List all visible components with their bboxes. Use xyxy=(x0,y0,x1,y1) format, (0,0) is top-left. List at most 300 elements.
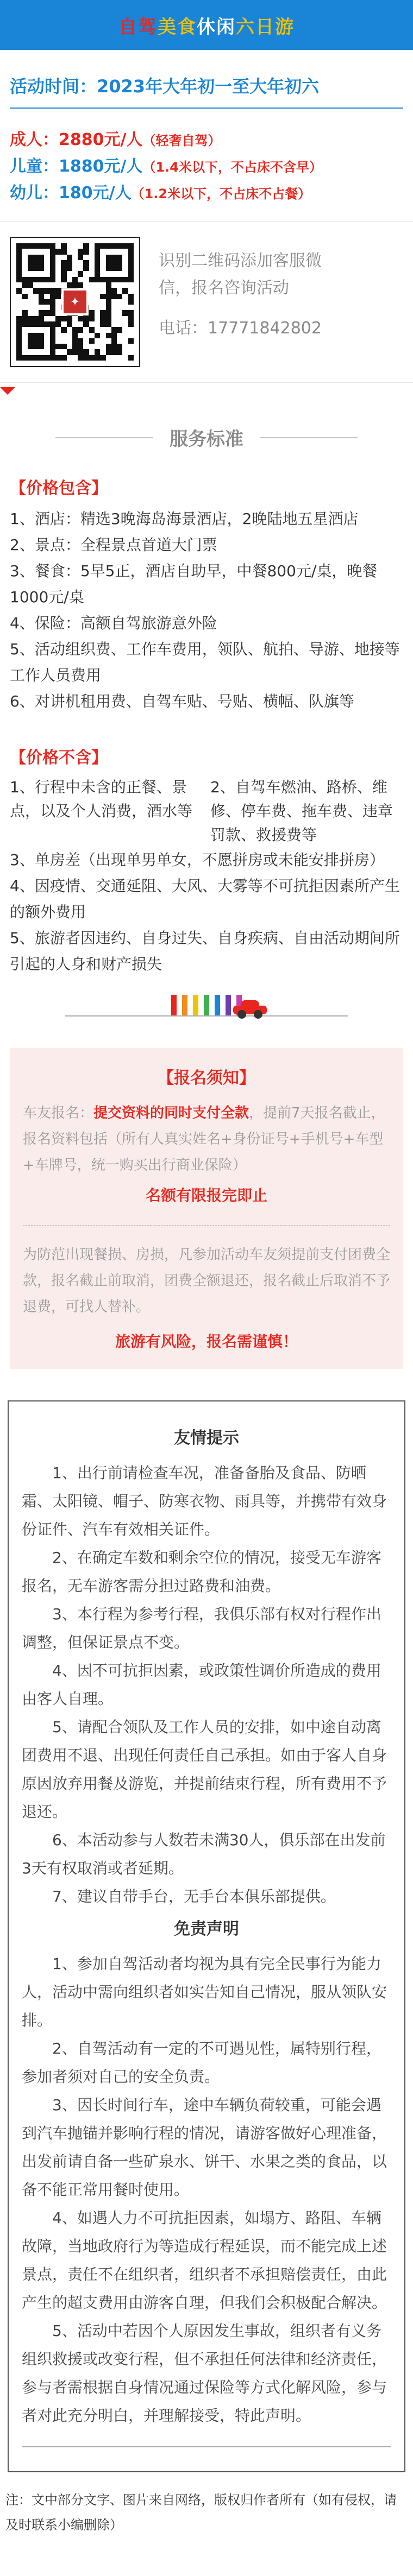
qr-module xyxy=(128,316,134,321)
contact-phone[interactable]: 电话：17771842802 xyxy=(159,319,322,338)
qr-module xyxy=(100,288,105,293)
qr-module xyxy=(16,338,22,344)
qr-module xyxy=(44,299,49,305)
qr-module xyxy=(78,243,83,249)
qr-module xyxy=(33,333,39,338)
qr-module xyxy=(95,299,100,305)
qr-module xyxy=(39,243,44,249)
qr-module xyxy=(117,266,122,271)
qr-module xyxy=(22,338,27,344)
qr-module xyxy=(22,316,27,321)
qr-module xyxy=(39,333,44,338)
qr-module xyxy=(44,305,49,310)
qr-module xyxy=(83,243,89,249)
qr-module xyxy=(50,288,55,293)
qr-module xyxy=(50,349,55,355)
qr-module xyxy=(55,327,61,332)
qr-module xyxy=(22,294,27,299)
qr-module xyxy=(39,321,44,327)
qr-module xyxy=(111,288,117,293)
qr-module xyxy=(50,333,55,338)
list-item: 3、因长时间行车，途中车辆负荷较重，可能会遇到汽车抛锚并影响行程的情况，请游客做好心理准备，出发前请自备一些矿泉水、饼干、水果之类的食品，以备不能正常用餐时使用。 xyxy=(22,2096,387,2199)
qr-module xyxy=(16,294,22,299)
qr-module xyxy=(50,282,55,288)
qr-module xyxy=(83,355,89,361)
qr-module xyxy=(72,338,78,344)
qr-module xyxy=(78,333,83,338)
qr-module xyxy=(33,282,39,288)
qr-module xyxy=(100,299,105,305)
qr-module xyxy=(61,282,66,288)
banner-title-part-3: 休闲 xyxy=(197,16,236,38)
qr-module xyxy=(78,249,83,254)
qr-module xyxy=(83,321,89,327)
qr-module xyxy=(111,277,117,282)
qr-module xyxy=(33,316,39,321)
qr-module xyxy=(83,266,89,271)
qr-module xyxy=(16,271,22,276)
qr-module xyxy=(55,288,61,293)
qr-module xyxy=(122,321,128,327)
qr-module xyxy=(95,305,100,310)
price-value: 180元/人 xyxy=(59,184,132,203)
qr-module xyxy=(117,333,122,338)
qr-module xyxy=(117,305,122,310)
qr-module xyxy=(95,338,100,344)
qr-module xyxy=(22,255,27,260)
qr-module xyxy=(28,243,33,249)
qr-module xyxy=(44,310,49,315)
qr-module xyxy=(39,327,44,332)
contact-line-1: 识别二维码添加客服微 xyxy=(159,251,322,270)
qr-module xyxy=(39,266,44,271)
qr-module xyxy=(78,271,83,276)
qr-module xyxy=(22,299,27,305)
qr-module xyxy=(16,260,22,266)
qr-module xyxy=(44,316,49,321)
qr-module xyxy=(72,266,78,271)
qr-module xyxy=(55,333,61,338)
qr-module xyxy=(16,316,22,321)
qr-module xyxy=(83,249,89,254)
price-value: 1880元/人 xyxy=(59,157,143,176)
qr-module xyxy=(22,349,27,355)
qr-module xyxy=(33,355,39,361)
qr-module xyxy=(117,277,122,282)
price-adult xyxy=(10,127,403,154)
qr-module xyxy=(50,338,55,344)
qr-module xyxy=(39,316,44,321)
qr-module xyxy=(28,277,33,282)
list-item: 4、保险：高额自驾旅游意外险 xyxy=(10,614,217,632)
qr-module xyxy=(44,349,49,355)
qr-module xyxy=(106,294,111,299)
qr-module xyxy=(33,338,39,344)
qr-module xyxy=(72,321,78,327)
qr-module xyxy=(100,243,105,249)
qr-module xyxy=(50,299,55,305)
qr-module xyxy=(111,271,117,276)
list-item: 5、请配合领队及工作人员的安排，如中途自动离团费用不退、出现任何责任自己承担。如由于客人自身原因放弃用餐及游览，并提前结束行程，所有费用不予退还。 xyxy=(22,1718,387,1821)
qr-module xyxy=(128,288,134,293)
qr-module xyxy=(39,282,44,288)
excluded-title: 【价格不含】 xyxy=(10,748,108,767)
qr-module xyxy=(78,266,83,271)
qr-module xyxy=(100,271,105,276)
qr-module xyxy=(111,282,117,288)
qr-module xyxy=(33,327,39,332)
price-label: 幼儿： xyxy=(10,184,59,203)
qr-module xyxy=(117,349,122,355)
qr-module xyxy=(122,271,128,276)
qr-module xyxy=(128,299,134,305)
qr-module xyxy=(67,249,72,254)
qr-module xyxy=(117,344,122,349)
list-item: 5、活动中若因个人原因发生事故，组织者有义务组织救援或改变行程，但不承担任何法律和经济责任，参与者需根据自身情况通过保险等方式化解风险，参与者对此充分明白，并理解接受，特此声明。 xyxy=(22,2322,387,2425)
qr-module xyxy=(122,243,128,249)
price-label: 儿童： xyxy=(10,157,59,176)
list-item: 5、旅游者因违约、自身过失、自身疾病、自由活动期间所引起的人身和财产损失 xyxy=(10,929,400,973)
qr-module xyxy=(61,316,66,321)
qr-module xyxy=(95,310,100,315)
qr-module xyxy=(39,349,44,355)
qr-module xyxy=(111,305,117,310)
list-item: 3、餐食：5早5正，酒店自助早，中餐800元/桌，晚餐1000元/桌 xyxy=(10,562,378,606)
qr-module xyxy=(67,277,72,282)
price-note: （轻奢自驾） xyxy=(142,133,221,148)
qr-module xyxy=(33,344,39,349)
qr-module xyxy=(16,349,22,355)
qr-module xyxy=(128,243,134,249)
color-bar xyxy=(204,995,209,1016)
qr-module xyxy=(44,327,49,332)
qr-module xyxy=(100,333,105,338)
qr-module xyxy=(22,277,27,282)
list-item: 6、对讲机租用费、自驾车贴、号贴、横幅、队旗等 xyxy=(10,692,354,710)
qr-module xyxy=(61,333,66,338)
qr-module xyxy=(83,316,89,321)
qr-module xyxy=(111,255,117,260)
qr-module xyxy=(89,310,95,315)
spacer xyxy=(0,383,413,405)
qr-module xyxy=(117,255,122,260)
qr-module xyxy=(33,266,39,271)
qr-module xyxy=(28,294,33,299)
qr-module xyxy=(33,305,39,310)
qr-module xyxy=(72,271,78,276)
qr-module xyxy=(61,255,66,260)
qr-module xyxy=(100,305,105,310)
banner-title-part-1: 自驾 xyxy=(118,16,158,38)
qr-module xyxy=(106,243,111,249)
notice-title: 友情提示 xyxy=(174,1429,239,1448)
qr-module xyxy=(72,344,78,349)
event-time: 活动时间：2023年大年初一至大年初六 xyxy=(10,76,320,97)
qr-module xyxy=(122,277,128,282)
qr-module xyxy=(89,305,95,310)
qr-module xyxy=(122,266,128,271)
qr-module xyxy=(61,277,66,282)
qr-module xyxy=(128,266,134,271)
qr-module xyxy=(33,349,39,355)
qr-module xyxy=(122,327,128,332)
qr-module xyxy=(89,255,95,260)
qr-module xyxy=(111,310,117,315)
qr-module xyxy=(55,255,61,260)
excluded-two-column xyxy=(0,775,413,847)
qr-module xyxy=(117,299,122,305)
qr-module xyxy=(117,249,122,254)
qr-module xyxy=(95,249,100,254)
red-triangle-icon xyxy=(0,387,15,395)
contact-info xyxy=(159,237,322,342)
qr-module xyxy=(89,327,95,332)
qr-module xyxy=(33,277,39,282)
qr-module xyxy=(22,243,27,249)
qr-module xyxy=(100,349,105,355)
qr-module xyxy=(44,282,49,288)
qr-module xyxy=(128,305,134,310)
list-item: 1、参加自驾活动者均视为具有完全民事行为能力人，活动中需向组织者如实告知自己情况，服从领队安排。 xyxy=(22,1955,387,2029)
list-item: 4、如遇人力不可抗拒因素，如塌方、路阻、车辆故障，当地政府行为等造成行程延误，而不能完成上述景点，责任不在组织者，组织者不承担赔偿责任，由此产生的超支费用由游客自理，但我们会积极配合解决。 xyxy=(22,2209,387,2312)
qr-module xyxy=(117,355,122,361)
qr-module xyxy=(67,282,72,288)
qr-module xyxy=(61,321,66,327)
qr-module xyxy=(89,355,95,361)
qr-module xyxy=(67,327,72,332)
qr-module xyxy=(44,266,49,271)
qr-module xyxy=(89,277,95,282)
qr-module xyxy=(33,310,39,315)
qr-module xyxy=(83,255,89,260)
signup-title: 【报名须知】 xyxy=(158,1069,255,1088)
car-wheel xyxy=(237,1010,246,1019)
qr-module xyxy=(28,321,33,327)
qr-module xyxy=(72,255,78,260)
qr-module xyxy=(39,299,44,305)
qr-module xyxy=(50,249,55,254)
qr-module xyxy=(128,294,134,299)
qr-module xyxy=(95,327,100,332)
qr-module xyxy=(50,260,55,266)
qr-module xyxy=(100,344,105,349)
qr-module xyxy=(83,327,89,332)
qr-module xyxy=(44,255,49,260)
qr-module xyxy=(100,277,105,282)
qr-module xyxy=(28,288,33,293)
qr-module xyxy=(89,271,95,276)
qr-module xyxy=(55,282,61,288)
qr-module xyxy=(44,277,49,282)
qr-module xyxy=(89,338,95,344)
divider xyxy=(65,1015,348,1016)
qr-module xyxy=(106,299,111,305)
qr-module xyxy=(128,344,134,349)
qr-module xyxy=(89,260,95,266)
qr-module xyxy=(67,338,72,344)
qr-module xyxy=(128,249,134,254)
qr-module xyxy=(67,243,72,249)
qr-module xyxy=(33,271,39,276)
qr-module xyxy=(122,355,128,361)
price-infant xyxy=(10,180,403,207)
included-title: 【价格包含】 xyxy=(10,479,108,498)
qr-module xyxy=(122,249,128,254)
qr-module xyxy=(111,260,117,266)
qr-module xyxy=(95,277,100,282)
price-list xyxy=(0,109,413,218)
contact-line-2: 信，报名咨询活动 xyxy=(159,279,289,298)
section-title: 服务标准 xyxy=(170,428,243,450)
qr-module xyxy=(50,316,55,321)
qr-module xyxy=(122,255,128,260)
qr-module xyxy=(78,327,83,332)
qr-module xyxy=(28,282,33,288)
qr-module xyxy=(117,282,122,288)
qr-module xyxy=(22,271,27,276)
qr-module xyxy=(100,249,105,254)
qr-module xyxy=(83,271,89,276)
qr-module xyxy=(89,249,95,254)
qr-module xyxy=(16,282,22,288)
qr-module xyxy=(44,271,49,276)
qr-module xyxy=(55,249,61,254)
qr-module xyxy=(67,344,72,349)
qr-module xyxy=(50,355,55,361)
qr-module xyxy=(67,260,72,266)
qr-module xyxy=(83,349,89,355)
header-banner xyxy=(0,0,413,50)
qr-module xyxy=(39,260,44,266)
qr-module xyxy=(16,310,22,315)
qr-module xyxy=(61,344,66,349)
banner-title-part-4: 六日游 xyxy=(236,16,295,38)
qr-module xyxy=(55,338,61,344)
price-value: 2880元/人 xyxy=(59,130,143,149)
qr-module xyxy=(61,260,66,266)
banner-title-part-2: 美食 xyxy=(158,16,197,38)
signup-paragraph-2: 为防范出现餐损、房损，凡参加活动车友须提前支付团费全款，报名截止前取消，团费全额退还，报名截止后取消不予退费，可找人替补。 xyxy=(23,1247,391,1315)
list-item: 7、建议自带手台，无手台本俱乐部提供。 xyxy=(52,1887,336,1905)
list-item: 3、单房差（出现单男单女，不愿拼房或未能安排拼房） xyxy=(10,851,385,869)
qr-module xyxy=(50,344,55,349)
qr-module xyxy=(33,288,39,293)
qr-module xyxy=(55,355,61,361)
qr-module xyxy=(100,255,105,260)
qr-module xyxy=(28,355,33,361)
qr-module xyxy=(106,321,111,327)
qr-module xyxy=(44,288,49,293)
qr-module xyxy=(44,321,49,327)
qr-module xyxy=(106,316,111,321)
qr-module xyxy=(111,349,117,355)
color-bar xyxy=(171,995,177,1016)
qr-module xyxy=(83,260,89,266)
footer-note: 注：文中部分文字、图片来自网络，版权归作者所有（如有侵权，请及时联系小编删除） xyxy=(5,2492,397,2533)
qr-module xyxy=(106,255,111,260)
qr-module xyxy=(22,249,27,254)
qr-module xyxy=(83,338,89,344)
qr-module xyxy=(16,249,22,254)
qr-module xyxy=(111,355,117,361)
qr-module xyxy=(72,327,78,332)
qr-module xyxy=(111,266,117,271)
qr-module xyxy=(50,277,55,282)
qr-module xyxy=(33,249,39,254)
list-item: 2、自驾车燃油、路桥、维修、停车费、拖车费、违章罚款、救援费等 xyxy=(210,778,393,844)
qr-module xyxy=(22,288,27,293)
qr-module xyxy=(111,294,117,299)
qr-module xyxy=(44,355,49,361)
qr-module xyxy=(72,249,78,254)
qr-module xyxy=(72,260,78,266)
qr-module xyxy=(122,294,128,299)
qr-module xyxy=(117,327,122,332)
qr-module xyxy=(39,288,44,293)
qr-code-icon[interactable] xyxy=(10,237,140,367)
qr-module xyxy=(117,321,122,327)
qr-module xyxy=(106,277,111,282)
qr-module xyxy=(50,310,55,315)
qr-module xyxy=(44,260,49,266)
qr-module xyxy=(128,282,134,288)
qr-module xyxy=(95,355,100,361)
qr-module xyxy=(78,277,83,282)
qr-module xyxy=(28,327,33,332)
divider xyxy=(22,2446,391,2447)
qr-module xyxy=(55,349,61,355)
qr-module xyxy=(89,349,95,355)
qr-module xyxy=(55,266,61,271)
qr-module xyxy=(95,288,100,293)
qr-module xyxy=(100,327,105,332)
signup-limited-notice: 名额有限报完即止 xyxy=(145,1186,267,1204)
qr-module xyxy=(44,333,49,338)
qr-module xyxy=(39,310,44,315)
qr-module xyxy=(122,333,128,338)
qr-module xyxy=(16,355,22,361)
list-item: 5、活动组织费、工作车费用，领队、航拍、导游、地接等工作人员费用 xyxy=(10,640,400,684)
signup-text: ，提前7天报名截止，报名资料包括（所有人真实姓名+身份证号+手机号+车型+车牌号，统一购买出行商业保险） xyxy=(23,1105,385,1173)
qr-module xyxy=(55,294,61,299)
car-icon xyxy=(233,999,267,1019)
qr-module xyxy=(22,321,27,327)
qr-module xyxy=(50,266,55,271)
qr-module xyxy=(106,288,111,293)
qr-module xyxy=(111,321,117,327)
qr-module xyxy=(22,355,27,361)
list-item: 2、景点：全程景点首道大门票 xyxy=(10,536,217,554)
qr-module xyxy=(117,310,122,315)
excluded-list xyxy=(0,847,413,977)
qr-module xyxy=(33,321,39,327)
qr-module xyxy=(89,344,95,349)
qr-module xyxy=(95,271,100,276)
qr-module xyxy=(95,243,100,249)
signup-paragraph-1 xyxy=(23,1100,390,1178)
qr-module xyxy=(111,327,117,332)
qr-module xyxy=(106,338,111,344)
qr-module xyxy=(67,316,72,321)
disclaimer-title: 免责声明 xyxy=(174,1920,239,1939)
qr-module xyxy=(33,243,39,249)
qr-module xyxy=(78,282,83,288)
qr-module xyxy=(22,266,27,271)
qr-module xyxy=(95,294,100,299)
qr-module xyxy=(33,299,39,305)
qr-module xyxy=(128,260,134,266)
qr-module xyxy=(95,316,100,321)
